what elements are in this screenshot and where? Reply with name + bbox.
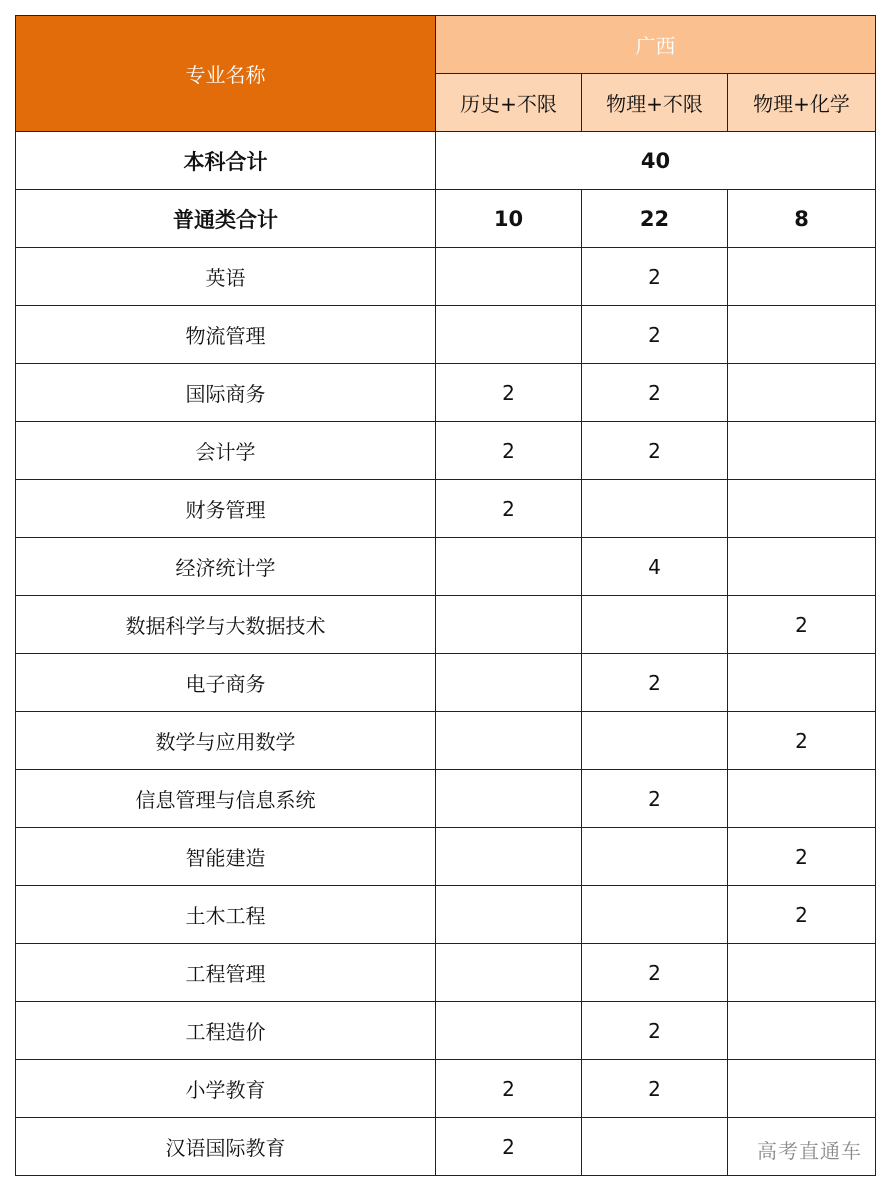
history-quota-cell: 2 [436,480,582,538]
history-quota-cell [436,654,582,712]
physics-chemistry-quota-cell [728,364,876,422]
physics-chemistry-quota-cell [728,480,876,538]
physics-chemistry-quota-cell [728,538,876,596]
table-row [16,654,876,712]
major-name-cell: 国际商务 [16,364,436,422]
physics-quota-cell: 2 [582,1002,728,1060]
table-row [16,1060,876,1118]
undergrad-total-label: 本科合计 [16,132,436,190]
table-row [16,538,876,596]
general-total-row [16,190,876,248]
physics-chemistry-quota-cell [728,654,876,712]
physics-quota-cell [582,596,728,654]
major-name-cell: 财务管理 [16,480,436,538]
physics-quota-cell: 2 [582,248,728,306]
physics-quota-cell [582,1118,728,1176]
table-row [16,248,876,306]
major-name-cell: 智能建造 [16,828,436,886]
history-quota-cell: 2 [436,422,582,480]
subject-header-physics-chemistry: 物理+化学 [728,74,876,132]
physics-quota-cell: 4 [582,538,728,596]
history-quota-cell [436,538,582,596]
major-name-cell: 汉语国际教育 [16,1118,436,1176]
physics-chemistry-quota-cell [728,248,876,306]
table-row [16,422,876,480]
undergrad-total-row [16,132,876,190]
physics-quota-cell: 2 [582,654,728,712]
enrollment-plan-table [15,15,876,1176]
physics-quota-cell: 2 [582,364,728,422]
physics-chemistry-quota-cell [728,1002,876,1060]
table-row [16,886,876,944]
history-quota-cell [436,596,582,654]
table-row [16,828,876,886]
physics-quota-cell [582,886,728,944]
table-row [16,770,876,828]
major-name-cell: 经济统计学 [16,538,436,596]
physics-chemistry-quota-cell [728,944,876,1002]
physics-quota-cell: 2 [582,770,728,828]
watermark: 高考直通车 [757,1139,862,1163]
physics-quota-cell: 2 [582,944,728,1002]
physics-chemistry-quota-cell [728,1060,876,1118]
table-row [16,1002,876,1060]
major-name-header: 专业名称 [16,16,436,132]
history-quota-cell: 2 [436,1060,582,1118]
major-name-cell: 小学教育 [16,1060,436,1118]
physics-quota-cell [582,712,728,770]
history-quota-cell [436,828,582,886]
general-total-physics: 22 [582,190,728,248]
physics-quota-cell [582,480,728,538]
table-row [16,944,876,1002]
history-quota-cell: 2 [436,364,582,422]
history-quota-cell [436,944,582,1002]
region-header: 广西 [436,16,876,74]
general-total-label: 普通类合计 [16,190,436,248]
major-name-cell: 土木工程 [16,886,436,944]
physics-chemistry-quota-cell [728,306,876,364]
subject-header-history: 历史+不限 [436,74,582,132]
header-row-region [16,16,876,74]
major-name-cell: 信息管理与信息系统 [16,770,436,828]
major-name-cell: 物流管理 [16,306,436,364]
subject-header-physics: 物理+不限 [582,74,728,132]
major-name-cell: 数据科学与大数据技术 [16,596,436,654]
major-name-cell: 会计学 [16,422,436,480]
physics-chemistry-quota-cell [728,422,876,480]
history-quota-cell [436,770,582,828]
major-name-cell: 工程造价 [16,1002,436,1060]
physics-chemistry-quota-cell: 2 [728,712,876,770]
physics-quota-cell: 2 [582,422,728,480]
table-row [16,306,876,364]
physics-quota-cell: 2 [582,306,728,364]
physics-chemistry-quota-cell [728,770,876,828]
history-quota-cell [436,248,582,306]
physics-quota-cell: 2 [582,1060,728,1118]
general-total-physics-chemistry: 8 [728,190,876,248]
history-quota-cell [436,306,582,364]
physics-chemistry-quota-cell: 2 [728,828,876,886]
history-quota-cell [436,886,582,944]
history-quota-cell: 2 [436,1118,582,1176]
table-row [16,364,876,422]
physics-quota-cell [582,828,728,886]
physics-chemistry-quota-cell: 2 [728,886,876,944]
major-name-cell: 工程管理 [16,944,436,1002]
table-row [16,1118,876,1176]
major-name-cell: 电子商务 [16,654,436,712]
history-quota-cell [436,1002,582,1060]
major-name-cell: 数学与应用数学 [16,712,436,770]
table-row [16,712,876,770]
undergrad-total-value: 40 [436,132,876,190]
table-row [16,596,876,654]
physics-chemistry-quota-cell: 2 [728,596,876,654]
general-total-history: 10 [436,190,582,248]
table-row [16,480,876,538]
major-name-cell: 英语 [16,248,436,306]
history-quota-cell [436,712,582,770]
